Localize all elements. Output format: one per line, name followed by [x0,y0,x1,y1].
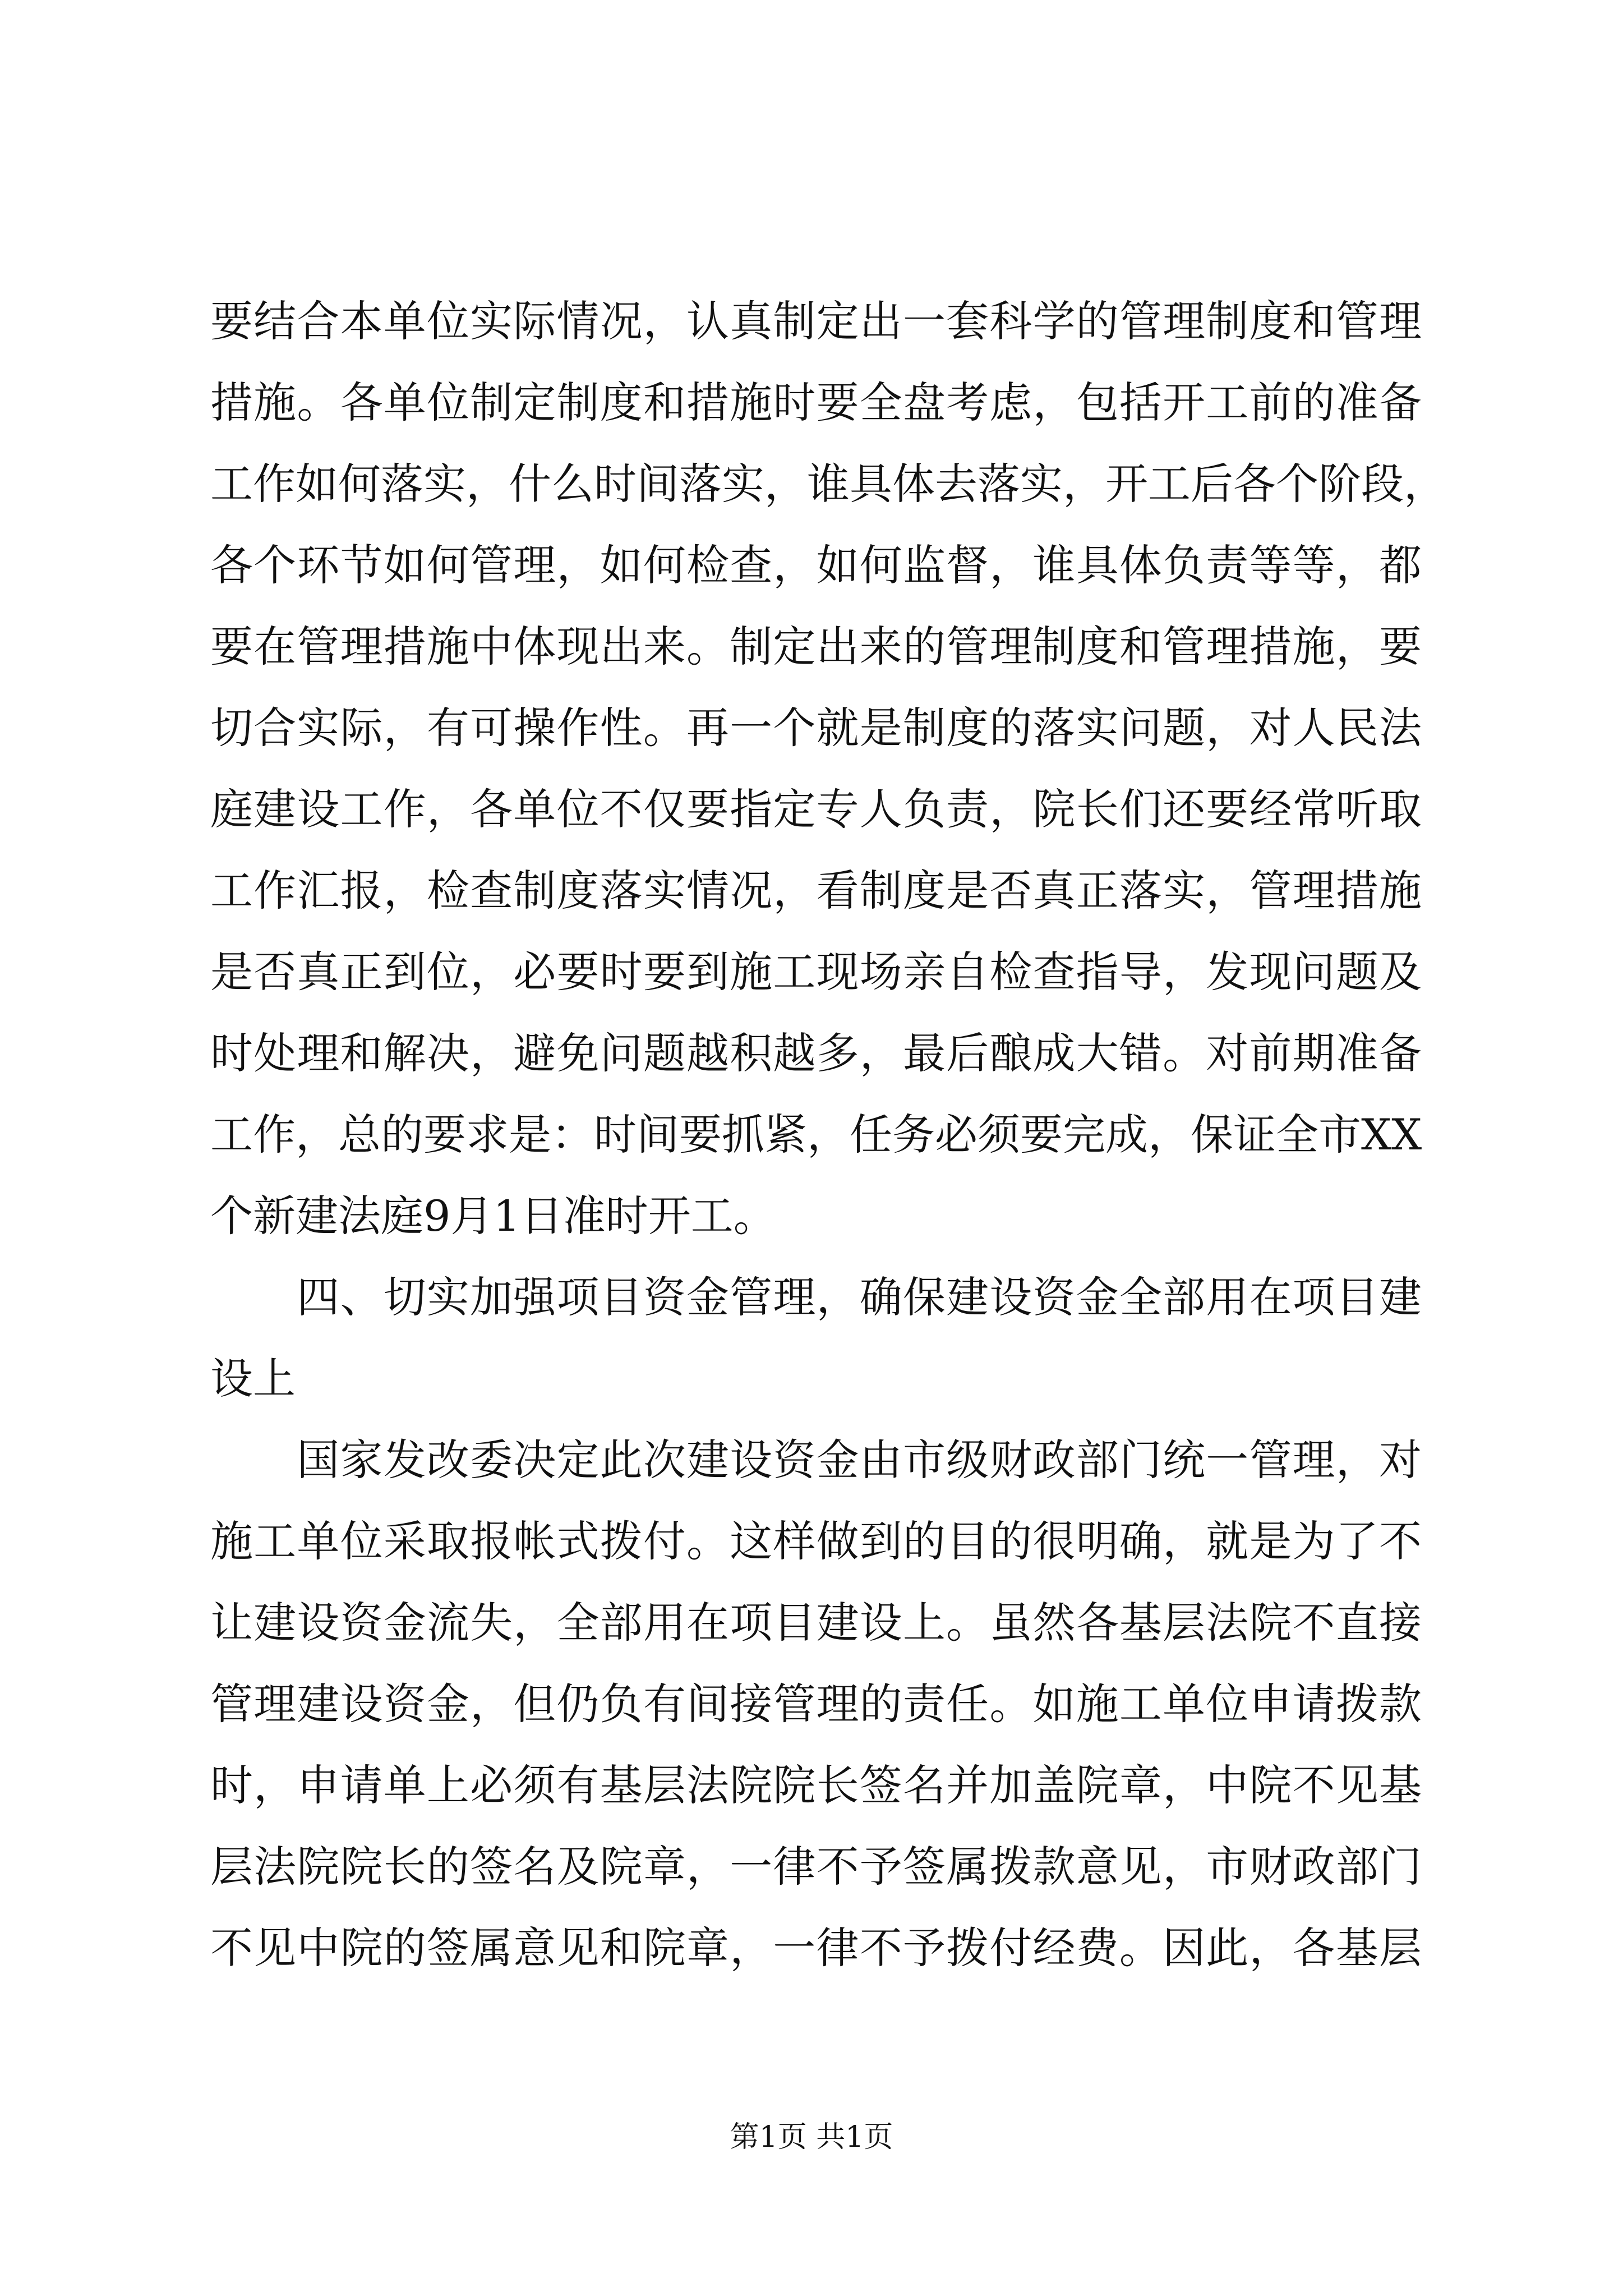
text-line-18: 管理建设资金，但仍负有间接管理的责任。如施工单位申请拨款 [210,1679,1422,1729]
text-line-20: 层法院院长的签名及院章，一律不予签属拨款意见，市财政部门 [210,1842,1422,1892]
text-line-12: 个新建法庭9月1日准时开工。 [210,1191,776,1241]
text-line-8: 工作汇报，检查制度落实情况，看制度是否真正落实，管理措施 [210,866,1422,915]
document-body [210,280,1446,1989]
page-footer: 第1页 共1页 [730,2120,893,2154]
text-line-4: 各个环节如何管理，如何检查，如何监督，谁具体负责等等，都 [210,540,1422,590]
text-line-21: 不见中院的签属意见和院章，一律不予拨付经费。因此，各基层 [210,1923,1422,1973]
text-line-11: 工作，总的要求是：时间要抓紧，任务必须要完成，保证全市XX [210,1110,1422,1159]
section-heading-line-2: 设上 [210,1354,296,1404]
text-line-2: 措施。各单位制定制度和措施时要全盘考虑，包括开工前的准备 [210,378,1422,427]
text-line-7: 庭建设工作，各单位不仅要指定专人负责，院长们还要经常听取 [210,784,1422,834]
text-line-5: 要在管理措施中体现出来。制定出来的管理制度和管理措施，要 [210,622,1422,671]
section-heading-line-1: 四、切实加强项目资金管理，确保建设资金全部用在项目建 [210,1272,1422,1322]
text-line-19: 时，申请单上必须有基层法院院长签名并加盖院章，中院不见基 [210,1760,1422,1810]
text-line-15: 国家发改委决定此次建设资金由市级财政部门统一管理，对 [210,1435,1422,1485]
text-line-1: 要结合本单位实际情况，认真制定出一套科学的管理制度和管理 [210,296,1422,346]
text-line-17: 让建设资金流失，全部用在项目建设上。虽然各基层法院不直接 [210,1598,1422,1648]
text-line-16: 施工单位采取报帐式拨付。这样做到的目的很明确，就是为了不 [210,1516,1422,1566]
text-line-3: 工作如何落实，什么时间落实，谁具体去落实，开工后各个阶段， [210,459,1446,509]
text-line-6: 切合实际，有可操作性。再一个就是制度的落实问题，对人民法 [210,703,1422,753]
text-line-9: 是否真正到位，必要时要到施工现场亲自检查指导，发现问题及 [210,947,1422,997]
text-line-10: 时处理和解决，避免问题越积越多，最后酿成大错。对前期准备 [210,1028,1422,1078]
